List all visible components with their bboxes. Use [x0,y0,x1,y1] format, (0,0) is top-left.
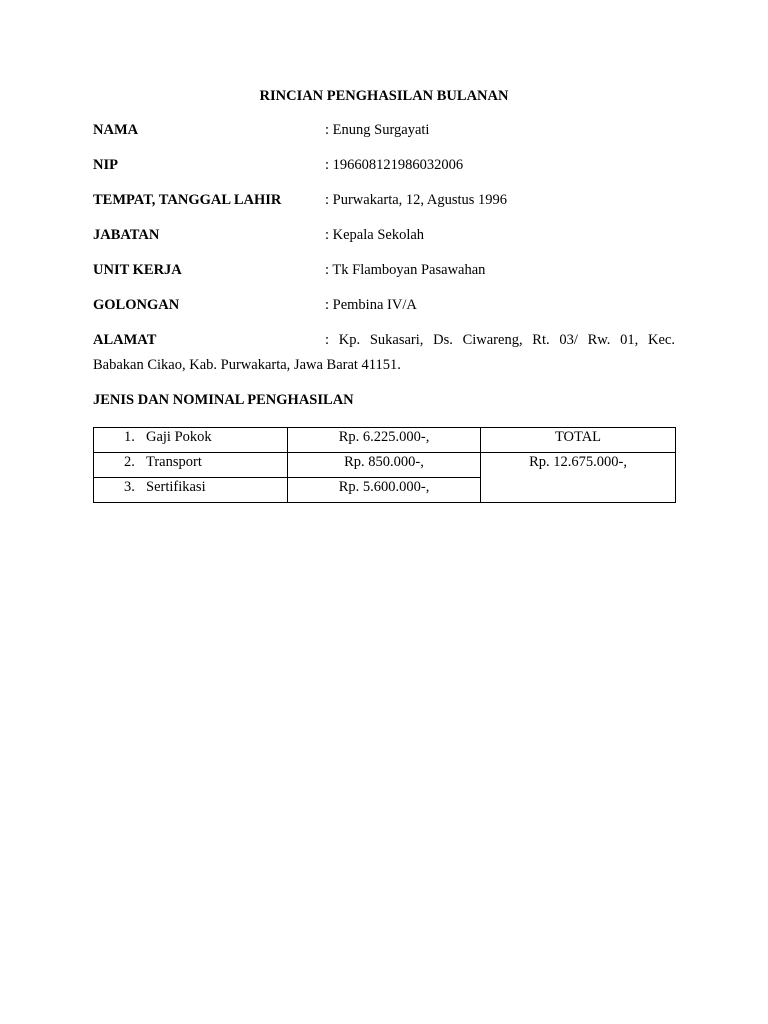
income-amount-cell: Rp. 5.600.000-, [288,478,481,503]
field-label: TEMPAT, TANGGAL LAHIR [93,192,282,208]
income-table [93,427,676,503]
field-value: : Purwakarta, 12, Agustus 1996 [325,192,508,208]
field-tempat-tanggal-lahir [93,192,675,212]
field-value: : Kepala Sekolah [325,227,425,243]
total-header-cell: TOTAL [481,428,676,453]
table-row [94,453,676,478]
field-label: NIP [93,157,118,173]
field-label: NAMA [93,122,139,138]
address-word: : [325,332,330,348]
address-word: Ds. [433,332,453,348]
total-value-cell: Rp. 12.675.000-, [481,453,676,503]
income-item-cell [94,453,288,478]
field-label: UNIT KERJA [93,262,182,278]
income-item-cell [94,428,288,453]
field-golongan [93,297,675,317]
field-value: : 196608121986032006 [325,157,464,173]
address-word: Kec. [647,332,675,348]
field-label: ALAMAT [93,332,157,348]
table-row [94,428,676,453]
item-number: 2. [124,454,135,470]
document-title: RINCIAN PENGHASILAN BULANAN [259,88,509,104]
address-word: Ciwareng, [462,332,523,348]
income-amount-cell: Rp. 850.000-, [288,453,481,478]
address-word: Kp. [338,332,361,348]
item-number: 1. [124,429,135,445]
item-name: Transport [146,454,202,470]
address-line-2: Babakan Cikao, Kab. Purwakarta, Jawa Barat 41151. [93,357,401,373]
field-value: : Pembina IV/A [325,297,417,313]
income-amount-cell: Rp. 6.225.000-, [288,428,481,453]
item-number: 3. [124,479,135,495]
address-word: Rt. [532,332,550,348]
address-word: 01, [620,332,639,348]
field-nama [93,122,675,142]
section-title: JENIS DAN NOMINAL PENGHASILAN [93,392,354,408]
field-unit-kerja [93,262,675,282]
address-word: 03/ [559,332,578,348]
address-word: Sukasari, [369,332,424,348]
field-value: : Tk Flamboyan Pasawahan [325,262,486,278]
item-name: Gaji Pokok [146,429,212,445]
field-jabatan [93,227,675,247]
field-label: GOLONGAN [93,297,180,313]
field-nip [93,157,675,177]
address-line-1 [325,332,675,349]
field-value: : Enung Surgayati [325,122,430,138]
item-name: Sertifikasi [146,479,206,495]
field-label: JABATAN [93,227,160,243]
address-word: Rw. [587,332,611,348]
income-item-cell [94,478,288,503]
